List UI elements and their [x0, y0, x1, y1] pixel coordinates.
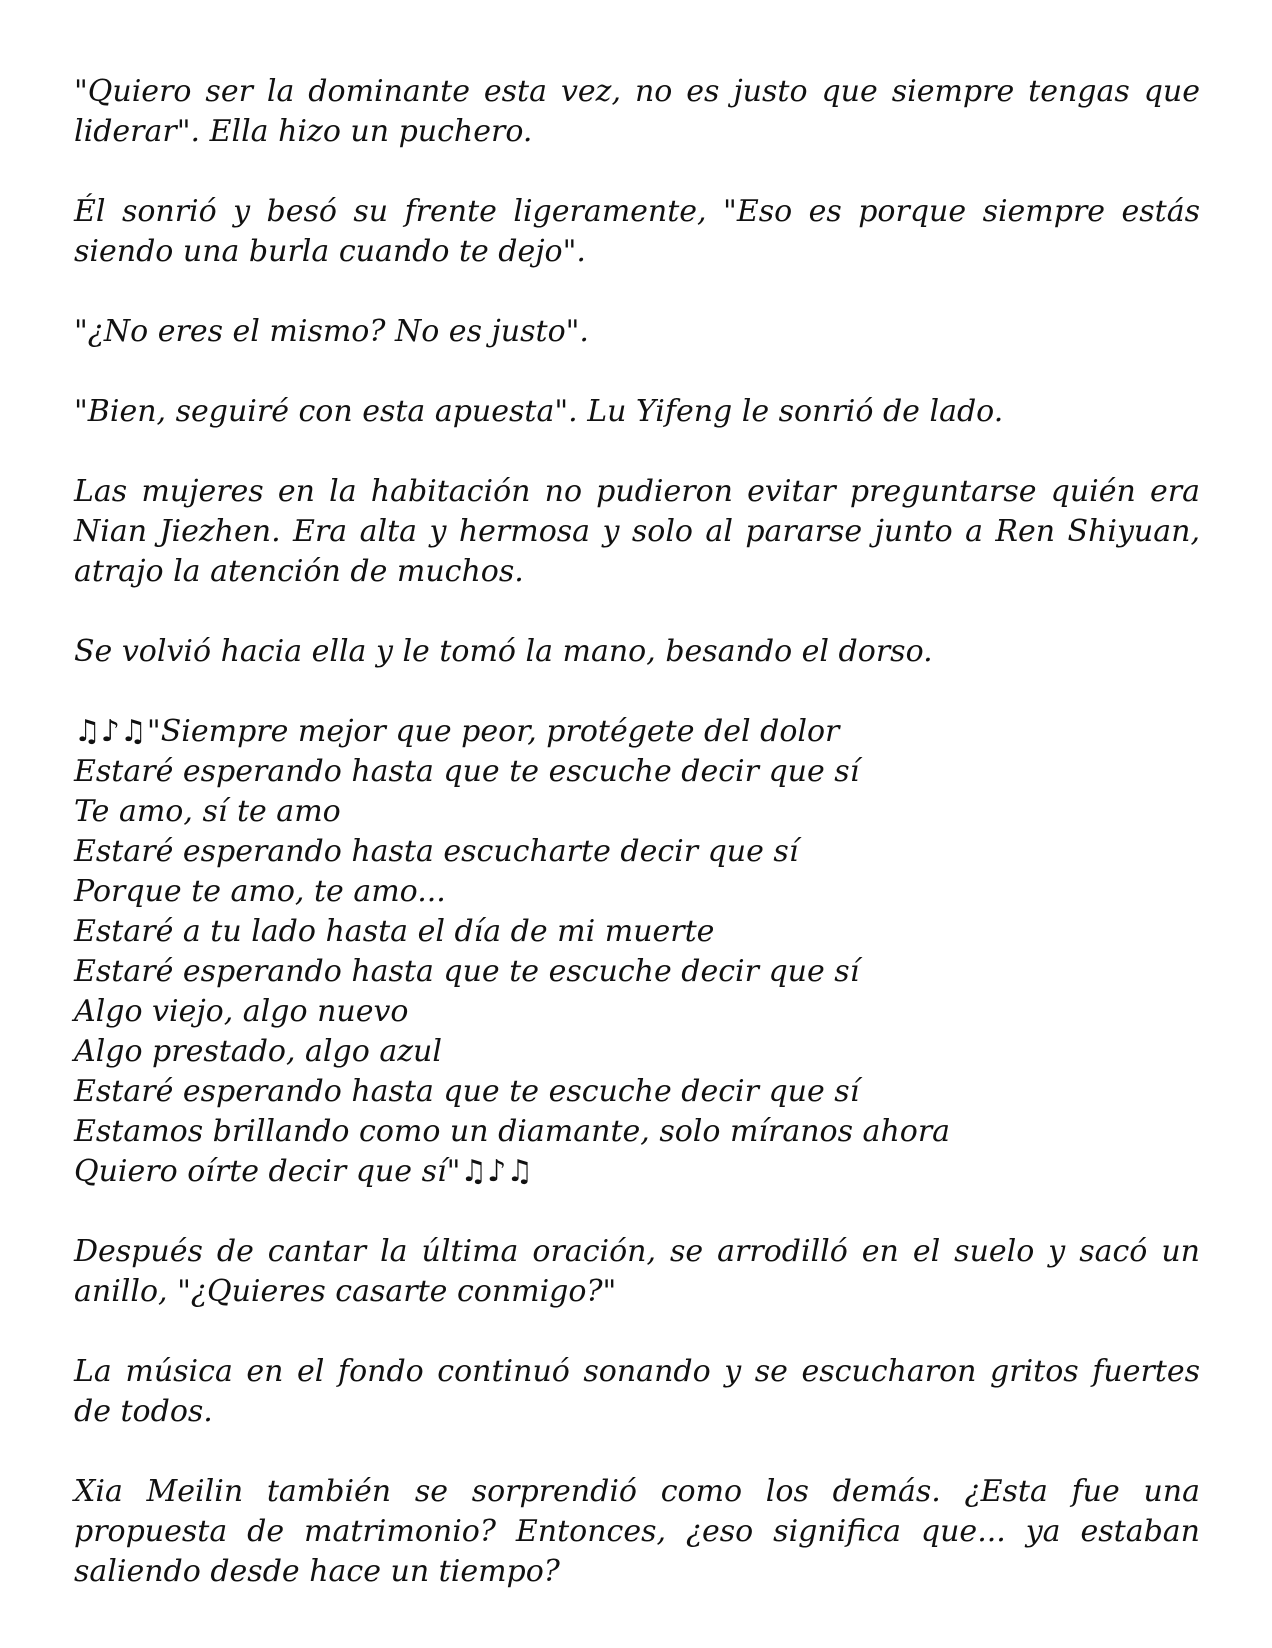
song-line: Estaré a tu lado hasta el día de mi muerte — [74, 914, 715, 949]
song-line: Algo viejo, algo nuevo — [74, 994, 409, 1029]
paragraph-se-volvio: Se volvió hacia ella y le tomó la mano, besando el dorso. — [74, 634, 933, 669]
song-line: Estaré esperando hasta que te escuche decir que sí — [74, 754, 860, 789]
song-line: Estaré esperando hasta que te escuche decir que sí — [74, 1074, 860, 1109]
paragraph-las-mujeres: Las mujeres en la habitación no pudieron evitar preguntarse quién era Nian Jiezhen. Era alta y hermosa y solo al pararse junto a Ren Shiyuan, atrajo la atención de muchos. — [74, 474, 1200, 589]
song-line: Quiero oírte decir que sí"♫♪♫ — [74, 1154, 534, 1189]
paragraph-quiero-dominante: "Quiero ser la dominante esta vez, no es justo que siempre tengas que liderar". Ella hizo un puchero. — [74, 74, 1200, 149]
paragraph-despues-de-cantar: Después de cantar la última oración, se arrodilló en el suelo y sacó un anillo, "¿Quieres casarte conmigo?" — [74, 1234, 1200, 1309]
paragraph-no-eres-el-mismo: "¿No eres el mismo? No es justo". — [74, 314, 589, 349]
paragraph-bien-seguire: "Bien, seguiré con esta apuesta". Lu Yifeng le sonrió de lado. — [74, 394, 1004, 429]
document-page — [74, 72, 1200, 1632]
song-lyrics — [74, 712, 1200, 1192]
song-line: ♫♪♫"Siempre mejor que peor, protégete del dolor — [74, 714, 840, 749]
song-line: Porque te amo, te amo... — [74, 874, 446, 909]
paragraph-xia-meilin: Xia Meilin también se sorprendió como los demás. ¿Esta fue una propuesta de matrimonio? Entonces, ¿eso significa que... ya estaban saliendo desde hace un tiempo? — [74, 1474, 1200, 1589]
song-line: Algo prestado, algo azul — [74, 1034, 442, 1069]
paragraph-el-sonrio: Él sonrió y besó su frente ligeramente, "Eso es porque siempre estás siendo una burla cuando te dejo". — [74, 194, 1200, 269]
song-line: Estaré esperando hasta escucharte decir que sí — [74, 834, 799, 869]
song-line: Te amo, sí te amo — [74, 794, 341, 829]
paragraph-la-musica: La música en el fondo continuó sonando y se escucharon gritos fuertes de todos. — [74, 1354, 1200, 1429]
song-line: Estamos brillando como un diamante, solo míranos ahora — [74, 1114, 951, 1149]
song-line: Estaré esperando hasta que te escuche decir que sí — [74, 954, 860, 989]
